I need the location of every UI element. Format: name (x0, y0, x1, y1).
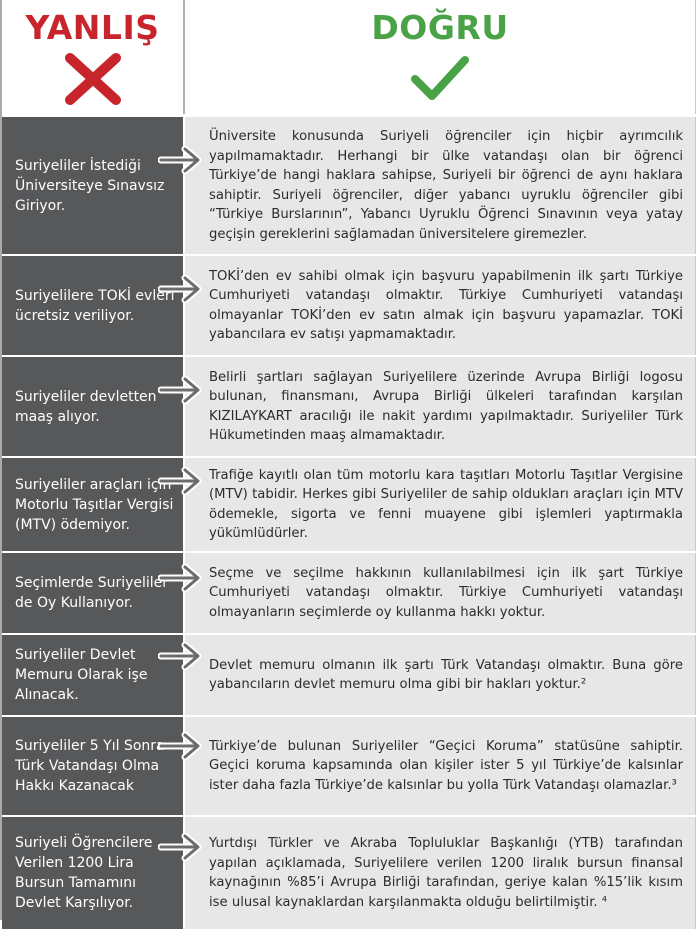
table-header (2, 0, 696, 117)
arrow-right-icon (158, 731, 204, 761)
fact-cell (185, 256, 696, 355)
fact-text: TOKİ’den ev sahibi olmak için başvuru yapabilmenin ilk şartı Türkiye Cumhuriyeti vatandaşı olmaktır. Türkiye Cumhuriyeti vatandaşı olmayanlar TOKİ’den ev satın almak için başvuru yapamazlar. TOKİ yabancılara ev satışı yapmamaktadır. (209, 268, 683, 342)
fact-cell (185, 717, 696, 815)
fact-text: Devlet memuru olmanın ilk şartı Türk Vatandaşı olmaktır. Buna göre yabancıların devlet memuru olma gibi bir hakları yoktur.² (209, 657, 683, 692)
fact-text: Trafiğe kayıtlı olan tüm motorlu kara taşıtları Motorlu Taşıtlar Vergisine (MTV) tabidir. Herkes gibi Suriyeliler de sahip oldukları araçları için MTV ödemekle, sigorta ve fenni muayene gibi işlemleri yaptırmakla yükümlüdürler. (209, 467, 683, 541)
table-row (2, 256, 696, 357)
arrow-right-icon (158, 641, 204, 671)
fact-cell (185, 458, 696, 551)
arrow-right-icon (158, 563, 204, 593)
fact-cell (185, 357, 696, 456)
fact-cell (185, 553, 696, 633)
right-column-header (185, 0, 696, 114)
fact-text: Yurtdışı Türkler ve Akraba Topluluklar Başkanlığı (YTB) tarafından yapılan açıklamada, Suriyelilere verilen 1200 liralık bursun finansal kaynağının %85’i Avrupa Birliği tarafından, geriye kalan %15’lik kısım ise ulusal kaynaklardan karşılanmakta olduğu belirtilmiştir. ⁴ (209, 836, 683, 910)
myth-cell: Suriyeliler Devlet Memuru Olarak işe Alınacak. (2, 635, 183, 715)
fact-cell (185, 817, 696, 929)
wrong-title: YANLIŞ (25, 8, 160, 47)
rows (2, 117, 696, 929)
arrow-right-icon (158, 832, 204, 862)
fact-cell (185, 635, 696, 715)
red-x-icon (62, 50, 124, 108)
table-row (2, 117, 696, 256)
right-title: DOĞRU (371, 8, 509, 47)
fact-text: Belirli şartları sağlayan Suriyelilere üzerinde Avrupa Birliği logosu bulunan, finansmanı, Avrupa Birliği ülkeleri tarafından karşılan KIZILAYKART aracılığı ile nakit yardımı yapılmaktadır. Suriyeliler Türk Hükumetinden maaş almamaktadır. (209, 369, 683, 443)
table-row (2, 635, 696, 717)
arrow-right-icon (158, 375, 204, 405)
fact-cell (185, 117, 696, 254)
myth-cell: Suriyeli Öğrencilere Verilen 1200 Lira Bursun Tamamını Devlet Karşılıyor. (2, 817, 183, 929)
fact-text: Türkiye’de bulunan Suriyeliler “Geçici Koruma” statüsüne sahiptir. Geçici koruma kapsamında olan kişiler ister 5 yıl Türkiye’de kalsınlar ister daha fazla Türkiye’de kalsınlar bu yolla Türk Vatandaşı olamazlar.³ (209, 738, 683, 793)
table-row (2, 817, 696, 929)
myth-cell: Suriyeliler devletten maaş alıyor. (2, 357, 183, 456)
fact-text: Seçme ve seçilme hakkının kullanılabilmesi için ilk şart Türkiye Cumhuriyeti vatandaşı olmaktır. Türkiye Cumhuriyeti vatandaşı olmayanların seçimlerde oy kullanma hakkı yoktur. (209, 565, 683, 620)
arrow-right-icon (158, 274, 204, 304)
arrow-right-icon (158, 466, 204, 496)
table-row (2, 553, 696, 635)
myth-cell: Suriyeliler 5 Yıl Sonra Türk Vatandaşı Olma Hakkı Kazanacak (2, 717, 183, 815)
myth-cell: Seçimlerde Suriyeliler de Oy Kullanıyor. (2, 553, 183, 633)
green-check-icon (408, 52, 472, 104)
table-row (2, 458, 696, 553)
arrow-right-icon (158, 145, 204, 175)
fact-text: Üniversite konusunda Suriyeli öğrenciler için hiçbir ayrımcılık yapılmamaktadır. Herhangi bir ülke vatandaşı olan bir öğrenci Türkiye’de hangi haklara sahipse, Suriyeli bir öğrenci de aynı haklara sahiptir. Suriyeli öğrenciler, diğer yabancı uyruklu öğrenciler gibi “Türkiye Burslarının”, Yabancı Uyruklu Öğrenci Sınavının veya yatay geçişin gereklerini sağlamadan üniversitelere giremezler. (209, 129, 683, 242)
myth-cell: Suriyeliler İstediği Üniversiteye Sınavsız Giriyor. (2, 117, 183, 254)
table-row (2, 357, 696, 458)
table-row (2, 717, 696, 817)
myth-cell: Suriyeliler araçları için Motorlu Taşıtlar Vergisi (MTV) ödemiyor. (2, 458, 183, 551)
wrong-column-header (2, 0, 185, 114)
myth-cell: Suriyelilere TOKİ evleri ücretsiz veriliyor. (2, 256, 183, 355)
